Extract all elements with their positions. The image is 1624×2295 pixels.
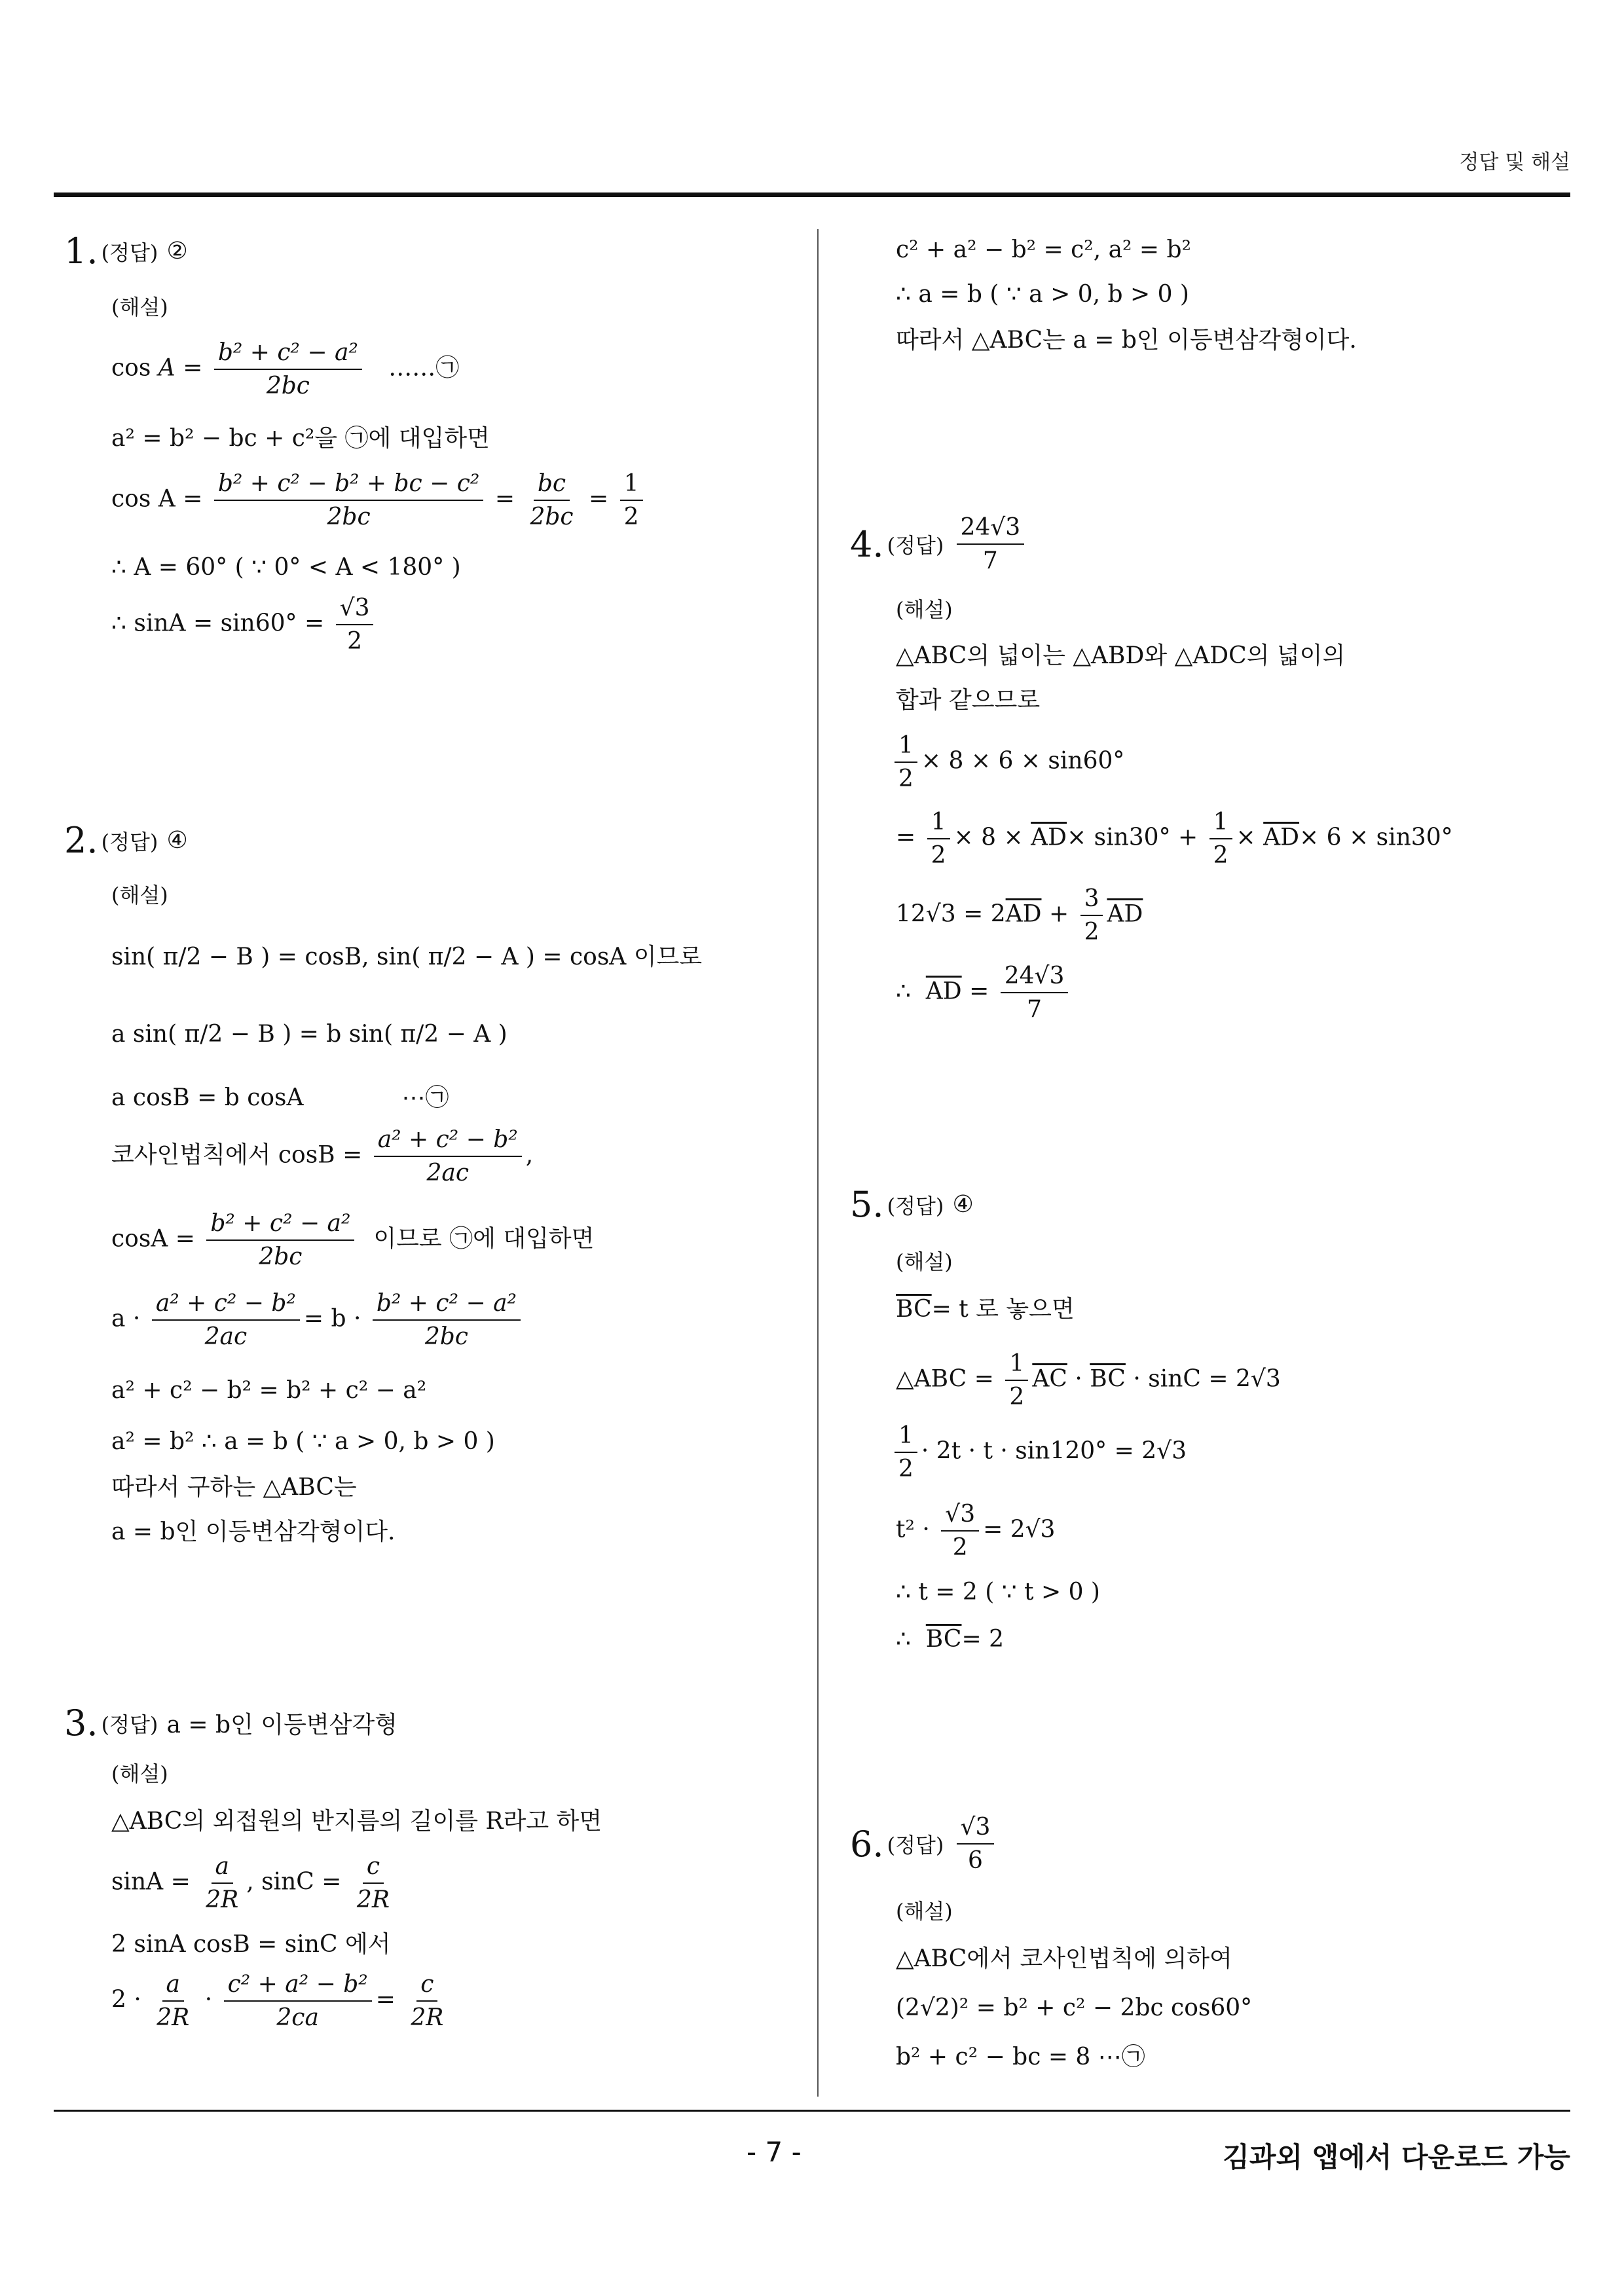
p5-line-4: t² · $\frac{√3}{2}$ = 2√3: [896, 1501, 1056, 1562]
p4-line-6: ∴ $\overline{AD}$ = $\frac{24√3}{7}$: [896, 963, 1072, 1023]
answer-label: (정답): [887, 1193, 944, 1219]
answer-label: (정답): [101, 240, 158, 265]
p2-line-5: cosA = $\frac{\text{b² + c² − a²}}{2bc}$ 이므로 ㉠에 대입하면: [111, 1210, 595, 1271]
answer-label: (정답): [101, 829, 158, 854]
p3-cont-line-2: ∴ a = b ( ∵ a > 0, b > 0 ): [896, 281, 1189, 308]
problem-number: 6.: [850, 1823, 884, 1865]
problem-number: 4.: [850, 523, 884, 565]
problem-number: 3.: [64, 1702, 98, 1744]
problem-4: [850, 514, 1028, 575]
p2-line-1: sin( π/2 − B ) = cosB, sin( π/2 − A ) = cosA 이므로: [111, 944, 703, 970]
p1-line-1: cos A = $\frac{\text{b² + c² − a²}}{2bc}$ ……㉠: [111, 339, 460, 400]
p2-line-6: a · $\frac{\text{a² + c² − b²}}{2ac}$ = b · $\frac{\text{b² + c² − a²}}{2bc}$: [111, 1290, 525, 1351]
header-rule: [54, 193, 1570, 197]
problem-number: 5.: [850, 1184, 884, 1225]
p4-line-5: $12√3 = 2\overline{AD}$ + $\frac{3}{2}$ $\overline{AD}$: [896, 885, 1143, 946]
p4-line-2: 합과 같으므로: [896, 687, 1041, 714]
p5-line-3: $\frac{1}{2}$ · 2t · t · sin120° = 2√3: [891, 1422, 1187, 1483]
answer-value: ④: [166, 827, 188, 854]
p2-line-10: a = b인 이등변삼각형이다.: [111, 1518, 396, 1545]
explanation-label: (해설): [111, 883, 168, 908]
answer-value: $\frac{24√3}{7}$: [957, 514, 1025, 575]
explanation-label: (해설): [111, 295, 168, 320]
footer-rule: [54, 2110, 1570, 2112]
p3-line-3: 2 sinA cosB = sinC 에서: [111, 1931, 391, 1958]
p3-line-1: △ABC의 외접원의 반지름의 길이를 R라고 하면: [111, 1808, 602, 1835]
p2-line-9: 따라서 구하는 △ABC는: [111, 1474, 357, 1501]
footer-download-note: 김과외 앱에서 다운로드 가능: [1223, 2141, 1570, 2173]
answer-value: $\frac{√3}{6}$: [957, 1814, 995, 1875]
p2-line-4: 코사인법칙에서 cosB = $\frac{\text{a² + c² − b²}}{2ac}$ ,: [111, 1126, 534, 1187]
explanation-label: (해설): [896, 597, 953, 622]
answer-label: (정답): [887, 533, 944, 559]
p3-cont-line-1: c² + a² − b² = c², a² = b²: [896, 236, 1192, 263]
p4-line-1: △ABC의 넓이는 △ABD와 △ADC의 넓이의: [896, 642, 1346, 669]
column-divider: [817, 229, 819, 2097]
p2-line-2: a sin( π/2 − B ) = b sin( π/2 − A ): [111, 1021, 507, 1048]
answer-value: ②: [166, 238, 188, 265]
p5-line-2: △ABC = $\frac{1}{2}$ $\overline{AC} \cdot \overline{BC} \cdot \sin C = 2√3$: [896, 1350, 1281, 1411]
p1-line-2: a² = b² − bc + c²을 ㉠에 대입하면: [111, 425, 490, 452]
p2-line-8: a² = b² ∴ a = b ( ∵ a > 0, b > 0 ): [111, 1428, 495, 1455]
problem-1: [64, 230, 188, 272]
p3-line-2: sinA = $\frac{a}{2R}$ , sinC = $\frac{c}{2R}$: [111, 1853, 390, 1914]
p6-line-1: △ABC에서 코사인법칙에 의하여: [896, 1945, 1232, 1972]
p3-cont-line-3: 따라서 △ABC는 a = b인 이등변삼각형이다.: [896, 327, 1357, 354]
p6-line-3: b² + c² − bc = 8 ⋯㉠: [896, 2044, 1145, 2070]
problem-number: 2.: [64, 820, 98, 861]
p1-line-3: cos A = $\frac{\text{b² + c² − b² + bc − c²}}{2bc}$ = $\frac{bc}{2bc}$ = $\frac{1}{2}$: [111, 470, 647, 531]
p2-line-3: a cosB = b cosA ⋯㉠: [111, 1084, 449, 1111]
p1-line-5: ∴ sinA = sin60° = $\frac{√3}{2}$: [111, 595, 377, 655]
problem-number: 1.: [64, 230, 98, 272]
answer-value: a = b인 이등변삼각형: [166, 1712, 397, 1738]
explanation-label: (해설): [896, 1249, 953, 1274]
answer-label: (정답): [887, 1833, 944, 1858]
problem-5: [850, 1184, 974, 1225]
header-section-title: 정답 및 해설: [1459, 151, 1570, 174]
answer-value: ④: [952, 1191, 974, 1218]
answer-label: (정답): [101, 1712, 158, 1737]
p3-line-4: 2 · $\frac{a}{2R}$ · $\frac{\text{c² + a² − b²}}{2ca}$ = $\frac{c}{2R}$: [111, 1971, 444, 2032]
p5-line-6: ∴ $\overline{BC}= 2$: [896, 1626, 1004, 1653]
p4-line-4: = $\frac{1}{2}$ × $8 \times \overline{AD}\times \sin 30^\circ$ + $\frac{1}{2}$ × $\overline{AD}\times 6 \times \sin 30^\circ$: [896, 809, 1453, 870]
p4-line-3: $\frac{1}{2}$ × 8 × 6 × sin60°: [891, 732, 1124, 793]
p2-line-7: a² + c² − b² = b² + c² − a²: [111, 1377, 427, 1404]
p5-line-5: ∴ t = 2 ( ∵ t > 0 ): [896, 1579, 1100, 1606]
problem-3: [64, 1702, 397, 1744]
p1-line-4: ∴ A = 60° ( ∵ 0° < A < 180° ): [111, 554, 461, 581]
explanation-label: (해설): [896, 1899, 953, 1924]
page-number: - 7 -: [747, 2136, 802, 2168]
p6-line-2: (2√2)² = b² + c² − 2bc cos60°: [896, 1994, 1253, 2021]
p5-line-1: $\overline{BC}= t$ 로 놓으면: [896, 1296, 1075, 1323]
problem-2: [64, 820, 188, 861]
problem-6: [850, 1814, 998, 1875]
explanation-label: (해설): [111, 1761, 168, 1786]
